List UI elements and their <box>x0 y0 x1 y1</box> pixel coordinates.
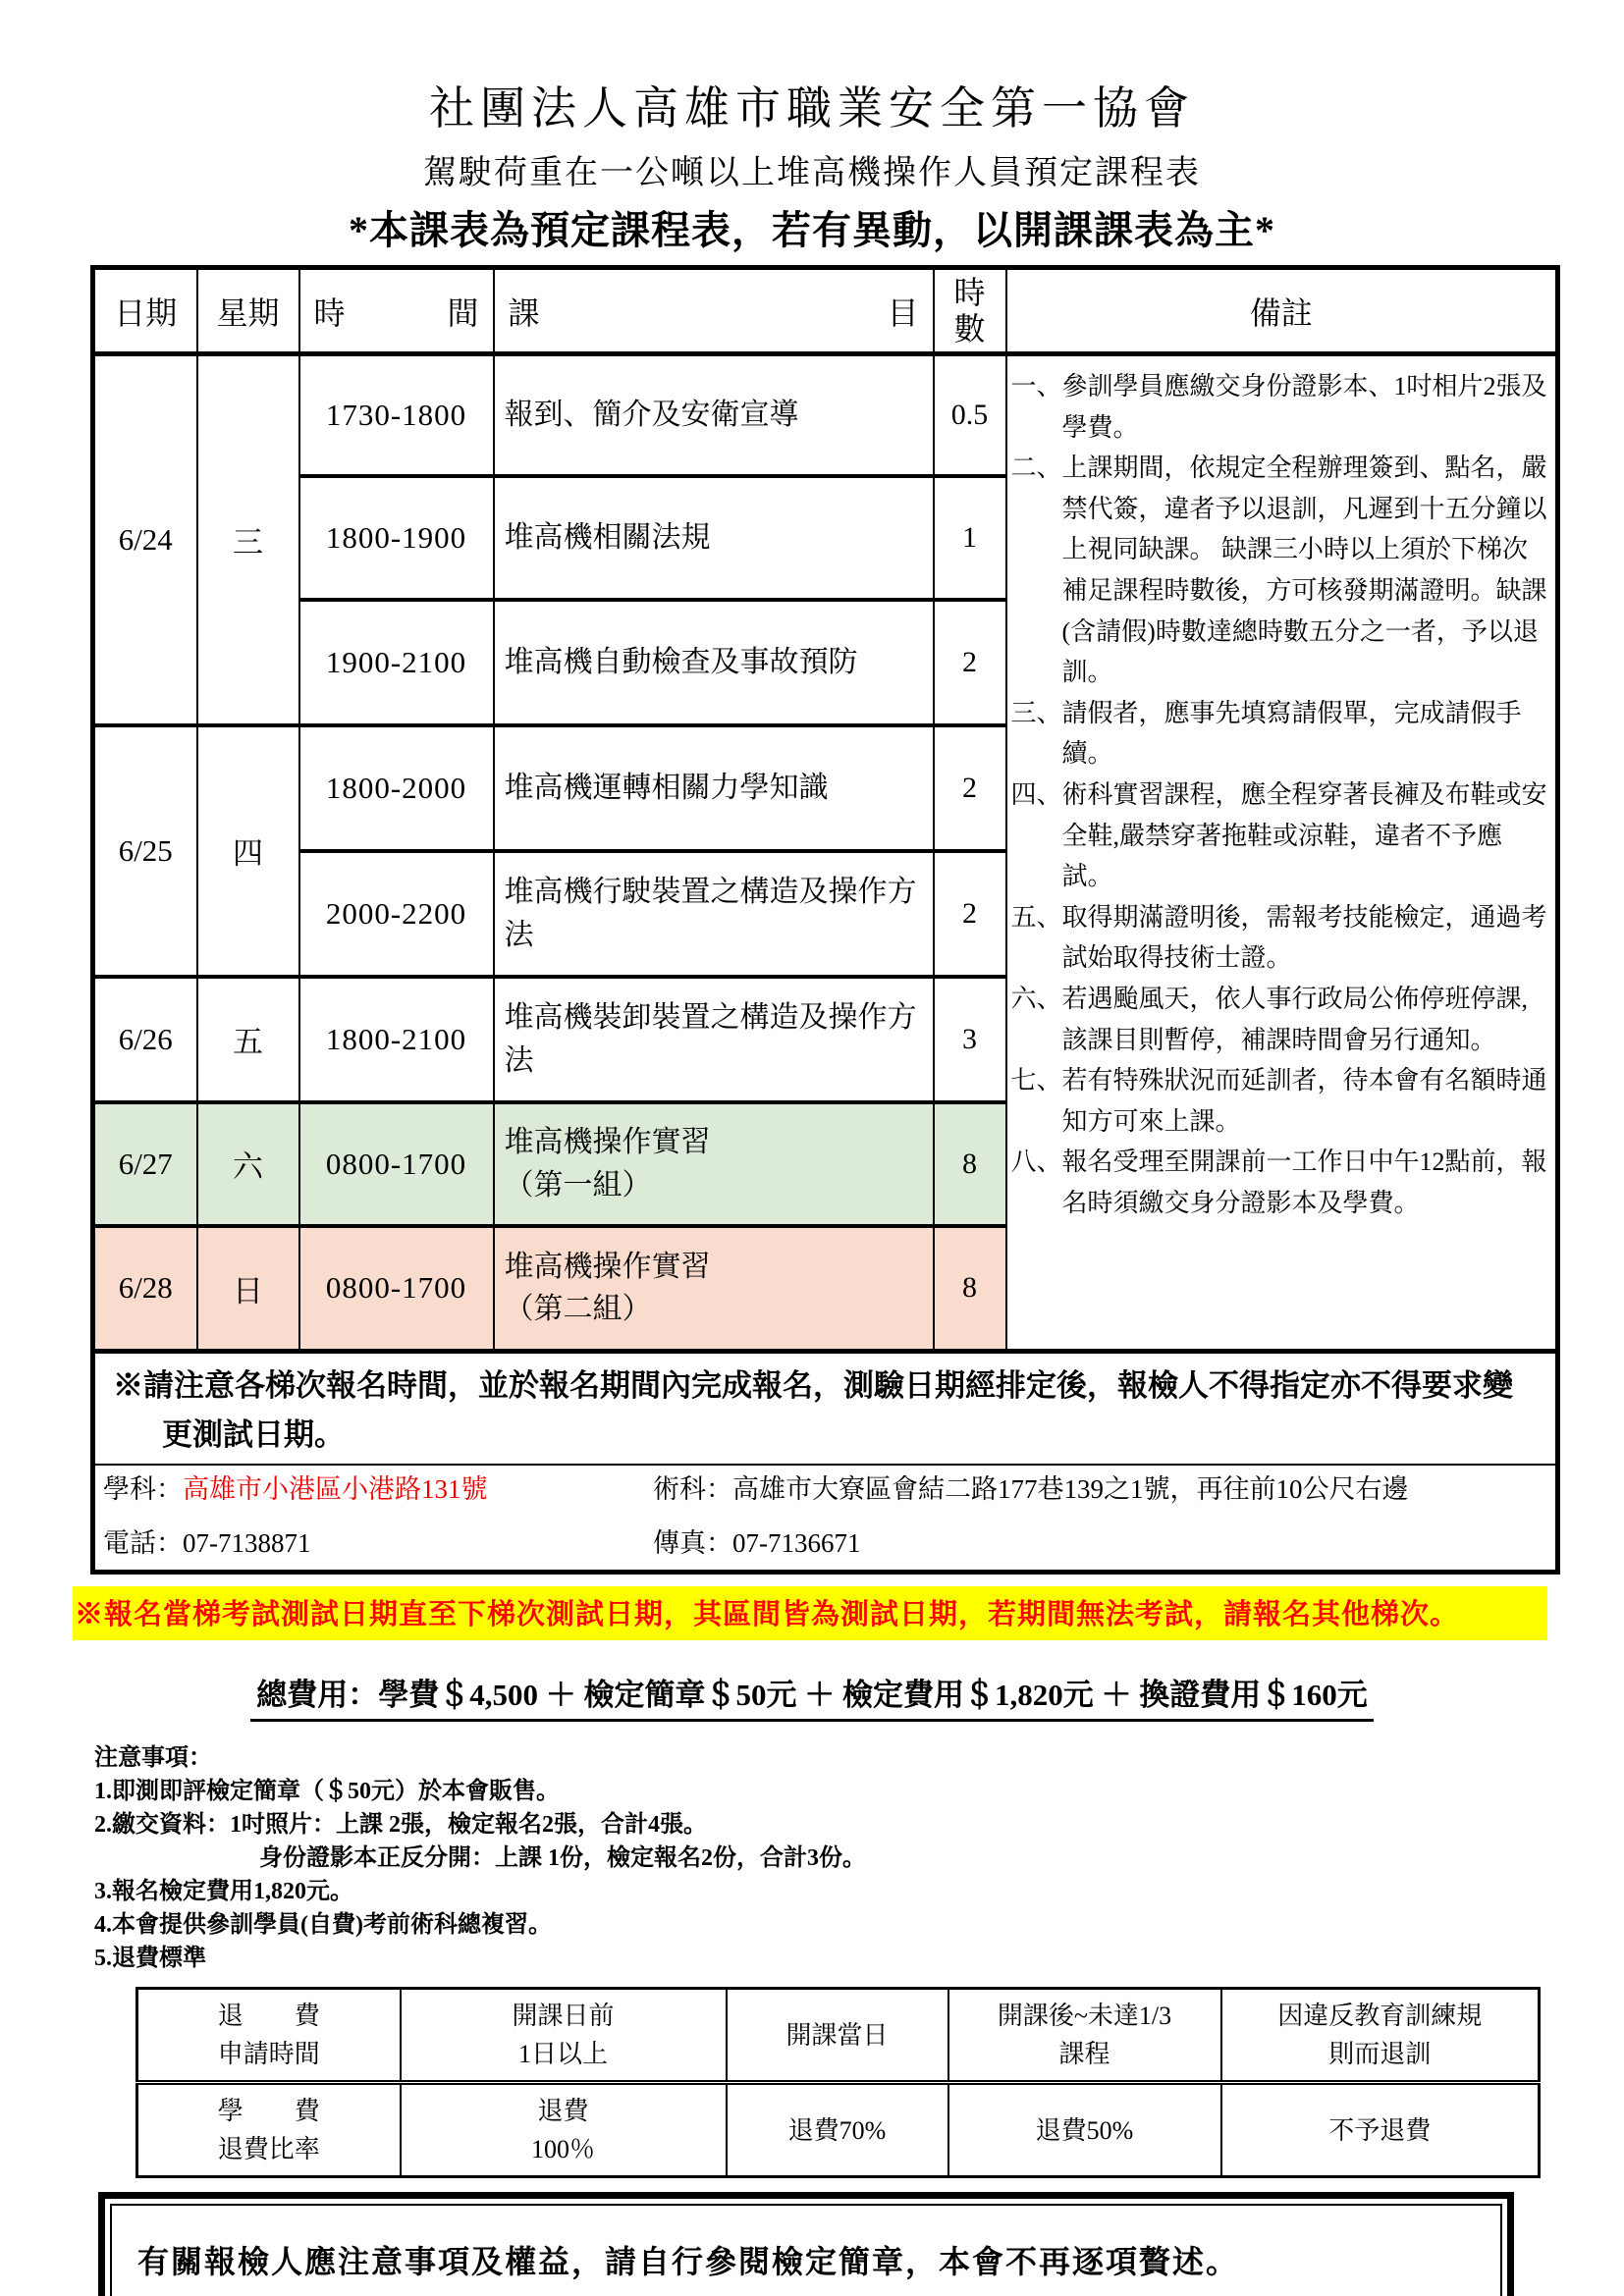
page-subtitle: 駕駛荷重在一公噸以上堆高機操作人員預定課程表 <box>423 155 1201 191</box>
attention-notes <box>94 1741 1624 1975</box>
total-fee-line-wrap <box>0 1670 1624 1722</box>
subject-cell: 堆高機行駛裝置之構造及操作方法 <box>494 851 934 977</box>
date-cell: 6/25 <box>93 725 197 977</box>
hours-cell: 2 <box>934 851 1006 977</box>
refund-header-row <box>137 1989 1540 2083</box>
col-header-remarks: 備註 <box>1006 268 1558 354</box>
date-cell: 6/28 <box>93 1226 197 1352</box>
schedule-header-row <box>93 268 1558 354</box>
hours-cell: 8 <box>934 1102 1006 1226</box>
hours-cell: 1 <box>934 476 1006 600</box>
remark-item: 五、 取得期滿證明後，需報考技能檢定，通過考試始取得技術士證。 <box>1010 902 1547 973</box>
remark-item: 六、 若遇颱風天，依人事行政局公佈停班停課,該課目則暫停，補課時間會另行通知。 <box>1010 984 1529 1054</box>
hours-cell: 8 <box>934 1226 1006 1352</box>
weekday-cell: 日 <box>197 1226 299 1352</box>
test-date-warning-banner: ※報名當梯考試測試日期直至下梯次測試日期，其區間皆為測試日期，若期間無法考試，請報名其他梯次。 <box>73 1586 1547 1640</box>
time-cell: 1800-2000 <box>299 725 494 851</box>
remarks-cell <box>1006 354 1558 1352</box>
subject-cell: 堆高機運轉相關力學知識 <box>494 725 934 851</box>
refund-cell: 開課後~未達1/3 課程 <box>948 1989 1221 2083</box>
time-cell: 1800-1900 <box>299 476 494 600</box>
hours-cell: 2 <box>934 725 1006 851</box>
subject-cell: 堆高機操作實習 （第一組） <box>494 1102 934 1226</box>
fax-number: 傳真：07-7136671 <box>653 1528 861 1559</box>
schedule-table <box>90 265 1560 1575</box>
phone-number: 電話：07-7138871 <box>103 1528 311 1559</box>
note-item-3: 3.報名檢定費用1,820元。 <box>94 1879 353 1905</box>
subject-cell: 堆高機操作實習 （第二組） <box>494 1226 934 1352</box>
time-cell: 1900-2100 <box>299 600 494 725</box>
weekday-cell: 四 <box>197 725 299 977</box>
refund-cell: 學 費 退費比率 <box>137 2083 401 2177</box>
hours-cell: 3 <box>934 977 1006 1102</box>
hours-cell: 2 <box>934 600 1006 725</box>
notes-title: 注意事項： <box>94 1745 212 1772</box>
remark-item: 三、 請假者，應事先填寫請假單，完成請假手續。 <box>1010 698 1522 769</box>
weekday-cell: 三 <box>197 354 299 725</box>
contact-row <box>93 1465 1558 1573</box>
subject-cell: 報到、簡介及安衛宣導 <box>494 354 934 476</box>
weekday-cell: 六 <box>197 1102 299 1226</box>
bottom-notice-frame <box>98 2192 1514 2296</box>
date-cell: 6/27 <box>93 1102 197 1226</box>
col-header-hours: 時 數 <box>934 268 1006 354</box>
registration-footnote: ※請注意各梯次報名時間，並於報名期間內完成報名，測驗日期經排定後，報檢人不得指定亦不得要求變更測試日期。 <box>113 1368 1513 1453</box>
time-cell: 2000-2200 <box>299 851 494 977</box>
refund-cell: 退費 100％ <box>401 2083 727 2177</box>
col-header-date: 日期 <box>93 268 197 354</box>
total-fee-line: 總費用：學費＄4,500 ＋ 檢定簡章＄50元 ＋ 檢定費用＄1,820元 ＋ 換證費用＄160元 <box>250 1670 1374 1722</box>
refund-cell: 因違反教育訓練規 則而退訓 <box>1221 1989 1540 2083</box>
bottom-notice-text: 有關報檢人應注意事項及權益，請自行參閱檢定簡章，本會不再逐項贅述。 <box>137 2244 1240 2280</box>
subject-site-address: 學科：高雄市小港區小港路131號 <box>103 1474 488 1505</box>
date-cell: 6/24 <box>93 354 197 725</box>
remark-item: 八、 報名受理至開課前一工作日中午12點前，報名時須繳交身分證影本及學費。 <box>1010 1148 1547 1217</box>
refund-cell: 開課當日 <box>727 1989 948 2083</box>
col-header-time: 時 間 <box>299 268 494 354</box>
note-item-5: 5.退費標準 <box>94 1946 206 1972</box>
refund-cell: 開課日前 1日以上 <box>401 1989 727 2083</box>
refund-cell: 退費50% <box>948 2083 1221 2177</box>
time-cell: 0800-1700 <box>299 1102 494 1226</box>
refund-cell: 退 費 申請時間 <box>137 1989 401 2083</box>
col-header-subject: 課 目 <box>494 268 934 354</box>
remark-item: 四、 術科實習課程，應全程穿著長褲及布鞋或安全鞋,嚴禁穿著拖鞋或涼鞋，違者不予應試。 <box>1010 779 1547 891</box>
refund-cell: 不予退費 <box>1221 2083 1540 2177</box>
remark-item: 二、 上課期間，依規定全程辦理簽到、點名，嚴禁代簽，違者予以退訓，凡遲到十五分鐘以上視同缺課。 缺課三小時以上須於下梯次補足課程時數後，方可核發期滿證明。缺課(含請假)時數達總時數五分之一者，予以退訓。 <box>1010 454 1547 687</box>
weekday-cell: 五 <box>197 977 299 1102</box>
schedule-row <box>93 354 1558 476</box>
subject-cell: 堆高機自動檢查及事故預防 <box>494 600 934 725</box>
time-cell: 1730-1800 <box>299 354 494 476</box>
date-cell: 6/26 <box>93 977 197 1102</box>
subject-cell: 堆高機相關法規 <box>494 476 934 600</box>
document-header <box>0 0 1624 255</box>
time-cell: 0800-1700 <box>299 1226 494 1352</box>
refund-table <box>135 1987 1541 2178</box>
refund-rate-row <box>137 2083 1540 2177</box>
schedule-change-notice: *本課表為預定課程表，若有異動，以開課課表為主* <box>349 208 1275 252</box>
subject-address-red: 高雄市小港區小港路131號 <box>183 1474 488 1505</box>
remark-item: 一、 參訓學員應繳交身份證影本、1吋相片2張及學費。 <box>1010 372 1547 442</box>
subject-cell: 堆高機裝卸裝置之構造及操作方法 <box>494 977 934 1102</box>
note-item-2-continuation: 身份證影本正反分開：上課 1份，檢定報名2份，合計3份。 <box>259 1845 866 1872</box>
skill-site-address: 術科：高雄市大寮區會結二路177巷139之1號，再往前10公尺右邊 <box>653 1474 1409 1505</box>
remark-item: 七、 若有特殊狀況而延訓者，待本會有名額時通知方可來上課。 <box>1010 1066 1547 1136</box>
registration-footnote-row <box>93 1352 1558 1466</box>
note-item-4: 4.本會提供參訓學員(自費)考前術科總複習。 <box>94 1912 552 1939</box>
note-item-2: 2.繳交資料：1吋照片：上課 2張，檢定報名2張，合計4張。 <box>94 1812 707 1839</box>
refund-cell: 退費70% <box>727 2083 948 2177</box>
time-cell: 1800-2100 <box>299 977 494 1102</box>
contact-grid <box>103 1466 1545 1560</box>
note-item-1: 1.即測即評檢定簡章（＄50元）於本會販售。 <box>94 1779 560 1805</box>
page-title: 社團法人高雄市職業安全第一協會 <box>429 83 1195 133</box>
col-header-weekday: 星期 <box>197 268 299 354</box>
hours-cell: 0.5 <box>934 354 1006 476</box>
